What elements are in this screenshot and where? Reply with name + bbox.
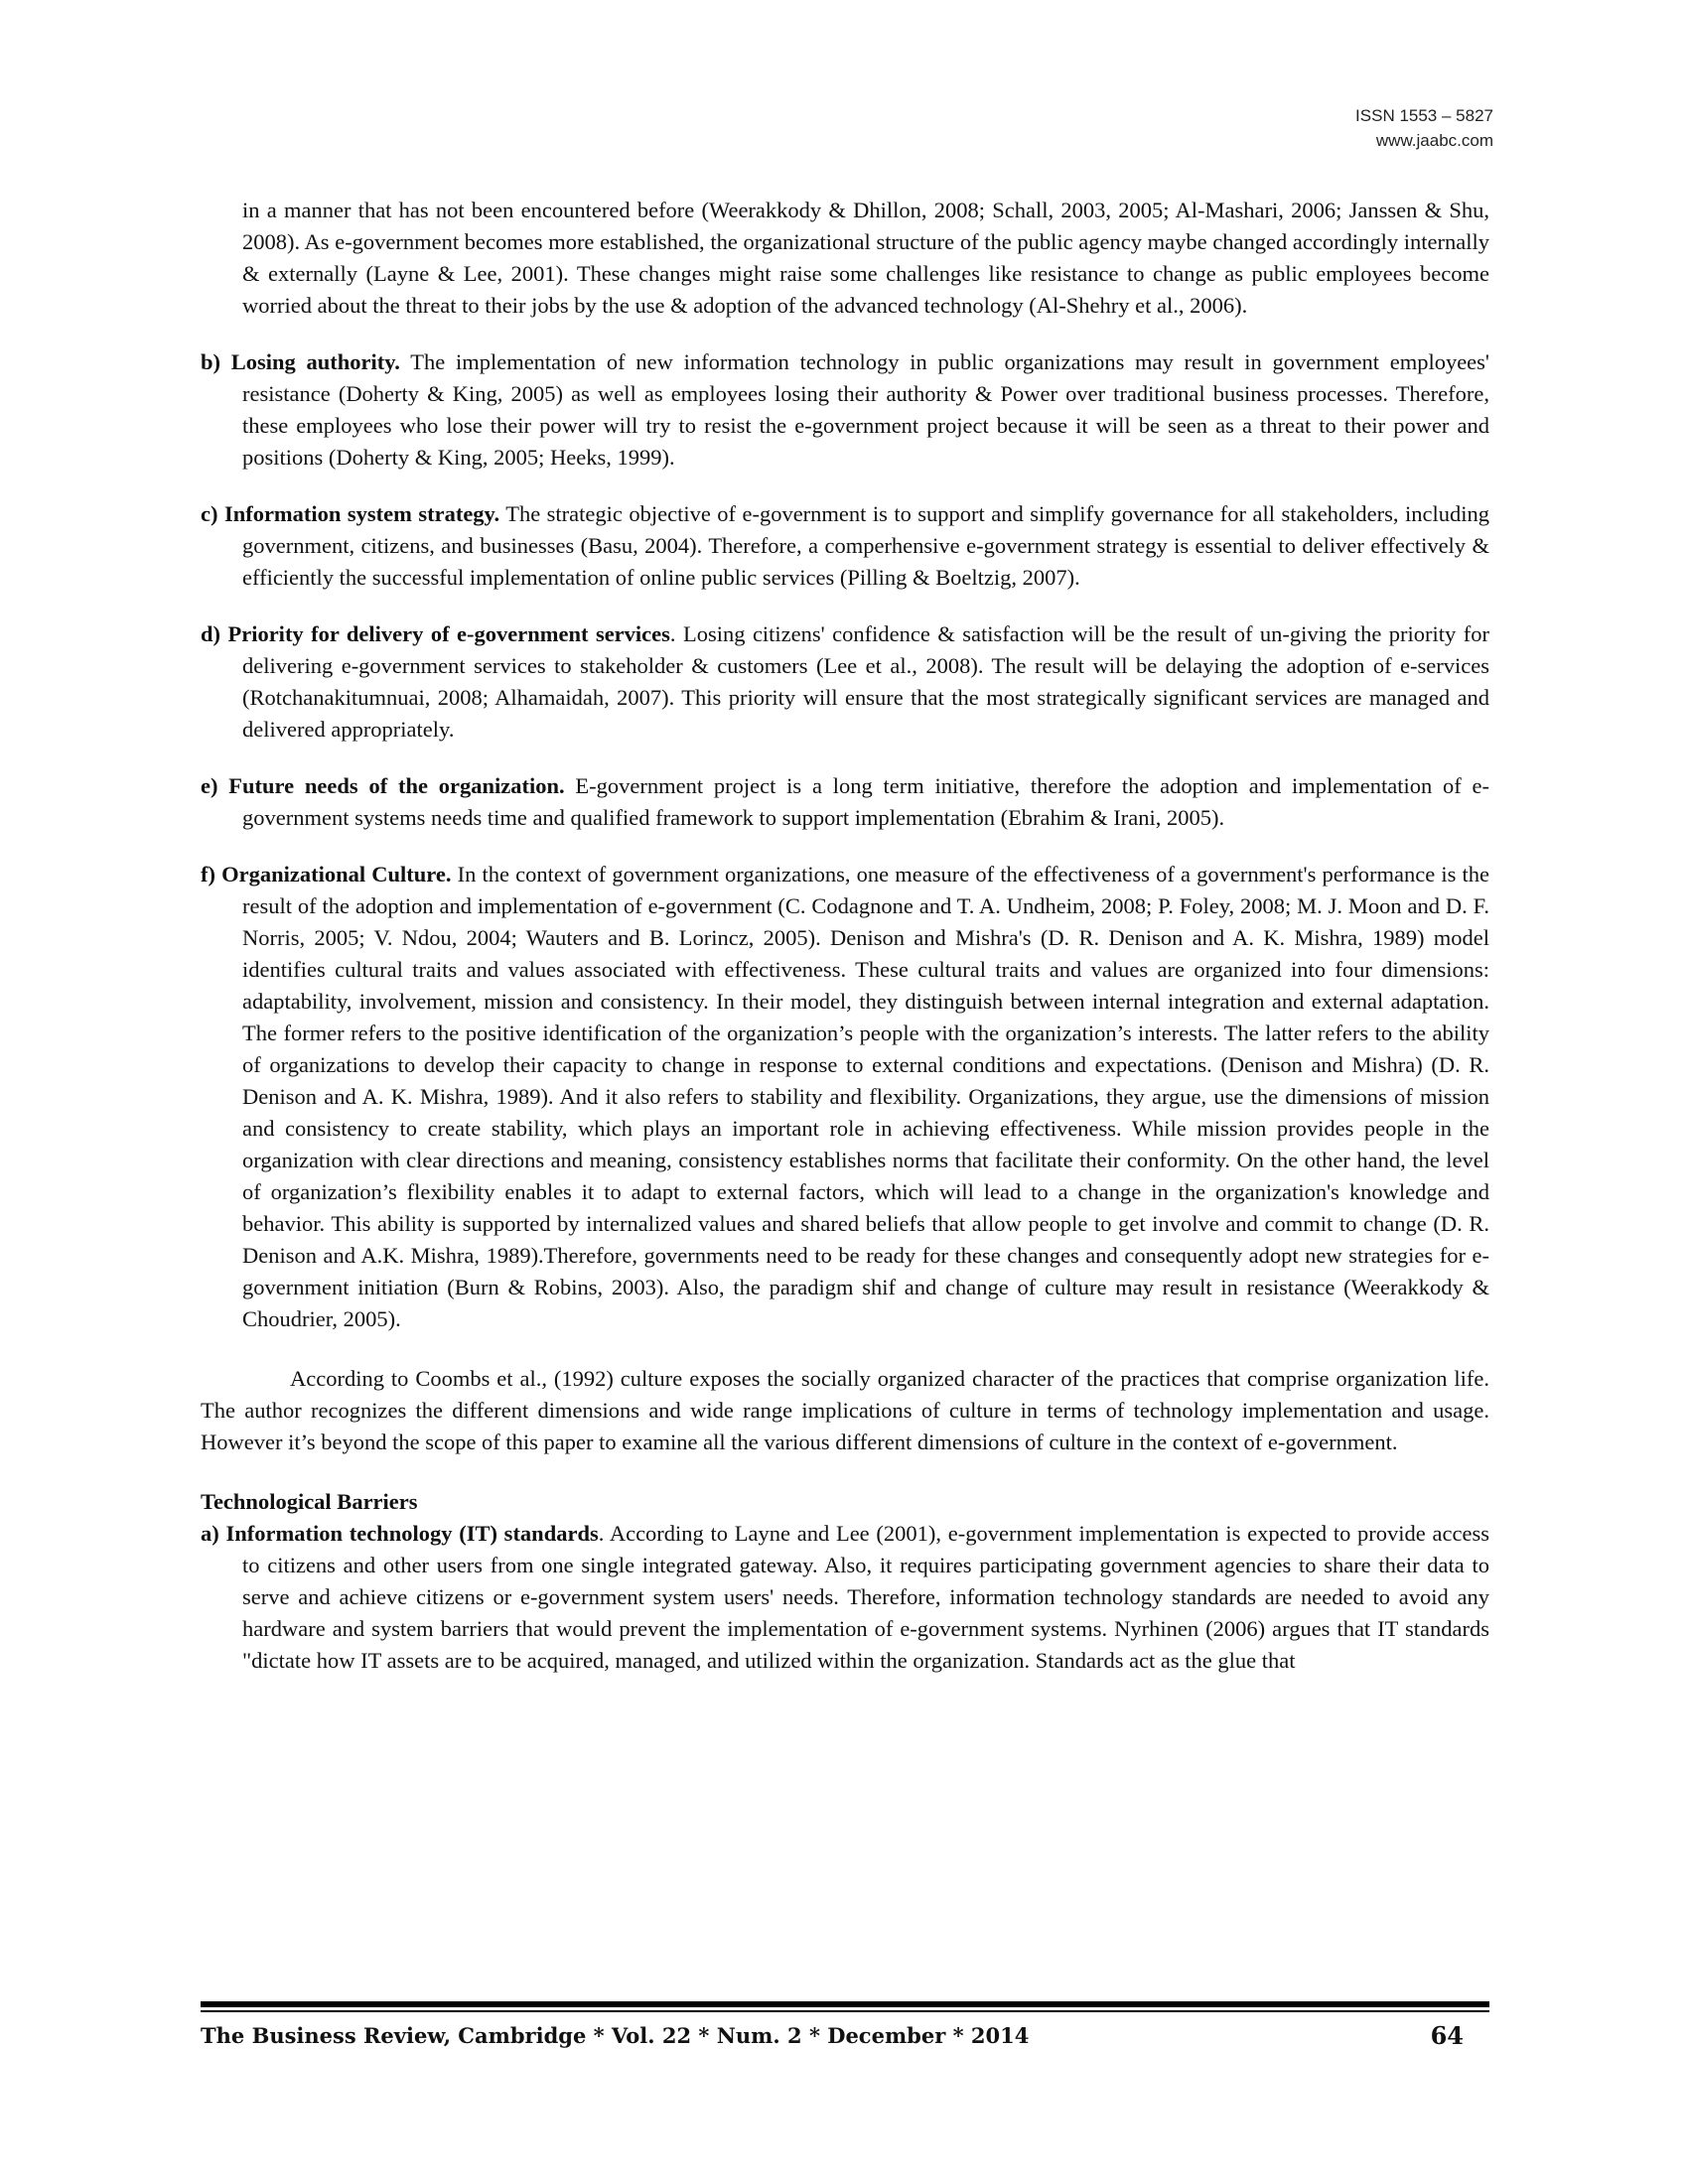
- list-item-priority-delivery: [201, 618, 1489, 746]
- issn-label: ISSN 1553 – 5827: [1355, 106, 1493, 125]
- list-item-organizational-culture: [201, 859, 1489, 1335]
- website-label: www.jaabc.com: [1375, 131, 1493, 150]
- item-marker: d): [201, 621, 228, 646]
- list-item-losing-authority: [201, 346, 1489, 474]
- page-number: 64: [1430, 2021, 1464, 2050]
- section-heading: Technological Barriers: [201, 1489, 418, 1514]
- page-footer: [201, 2021, 1464, 2051]
- item-title: Organizational Culture.: [221, 862, 452, 887]
- list-item-information-system-strategy: [201, 498, 1489, 594]
- list-item-future-needs: [201, 770, 1489, 834]
- footer-rule-thin: [201, 2010, 1489, 2012]
- continuation-paragraph: in a manner that has not been encountered before (Weerakkody & Dhillon, 2008; Schall, 2003, 2005; Al-Mashari, 2006; Janssen & Shu, 2008). As e-government becomes more established, the organizational structure of the public agency maybe changed accordingly internally & externally (Layne & Lee, 2001). These changes might raise some challenges like resistance to change as public employees become worried about the threat to their jobs by the use & adoption of the advanced technology (Al-Shehry et al., 2006).: [242, 198, 1489, 318]
- item-marker: e): [201, 773, 229, 798]
- list-item-it-standards: [201, 1518, 1489, 1677]
- item-title: Losing authority.: [230, 349, 400, 374]
- item-text: . Losing citizens' confidence & satisfaction will be the result of un-giving the priority for delivering e-government services to stakeholder & customers (Lee et al., 2008). The result will be delaying the adoption of e-services (Rotchanakitumnuai, 2008; Alhamaidah, 2007). This priority will ensure that the most strategically significant services are managed and delivered appropriately.: [242, 621, 1489, 742]
- item-title: Priority for delivery of e-government services: [227, 621, 670, 646]
- item-marker: f): [201, 862, 222, 887]
- item-marker: b): [201, 349, 231, 374]
- journal-citation: The Business Review, Cambridge * Vol. 22 * Num. 2 * December * 2014: [201, 2023, 1030, 2048]
- item-title: Future needs of the organization.: [228, 773, 565, 798]
- body-paragraph: According to Coombs et al., (1992) culture exposes the socially organized character of the practices that comprise organization life. The author recognizes the different dimensions and wide range implications of culture in terms of technology implementation and usage. However it’s beyond the scope of this paper to examine all the various different dimensions of culture in the context of e-government.: [201, 1366, 1489, 1454]
- article-body: [201, 195, 1489, 1677]
- item-text: E-government project is a long term initiative, therefore the adoption and implementation of e-government systems needs time and qualified framework to support implementation (Ebrahim & Irani, 2005).: [242, 773, 1489, 830]
- page-header: [1355, 103, 1493, 153]
- item-text: The strategic objective of e-government is to support and simplify governance for all stakeholders, including government, citizens, and businesses (Basu, 2004). Therefore, a comperhensive e-government strategy is essential to deliver effectively & efficiently the successful implementation of online public services (Pilling & Boeltzig, 2007).: [242, 501, 1489, 590]
- item-marker: c): [201, 501, 224, 526]
- item-text: In the context of government organizations, one measure of the effectiveness of a government's performance is the result of the adoption and implementation of e-government (C. Codagnone and T. A. Undheim, 2008; P. Foley, 2008; M. J. Moon and D. F. Norris, 2005; V. Ndou, 2004; Wauters and B. Lorincz, 2005). Denison and Mishra's (D. R. Denison and A. K. Mishra, 1989) model identifies cultural traits and values associated with effectiveness. These cultural traits and values are organized into four dimensions: adaptability, involvement, mission and consistency. In their model, they distinguish between internal integration and external adaptation. The former refers to the positive identification of the organization’s people with the organization’s interests. The latter refers to the ability of organizations to develop their capacity to change in response to external conditions and expectations. (Denison and Mishra) (D. R. Denison and A. K. Mishra, 1989). And it also refers to stability and flexibility. Organizations, they argue, use the dimensions of mission and consistency to create stability, which plays an important role in achieving effectiveness. While mission provides people in the organization with clear directions and meaning, consistency establishes norms that facilitate their conformity. On the other hand, the level of organization’s flexibility enables it to adapt to external factors, which will lead to a change in the organization's knowledge and behavior. This ability is supported by internalized values and shared beliefs that allow people to get involve and commit to change (D. R. Denison and A.K. Mishra, 1989).Therefore, governments need to be ready for these changes and consequently adopt new strategies for e-government initiation (Burn & Robins, 2003). Also, the paradigm shif and change of culture may result in resistance (Weerakkody & Choudrier, 2005).: [242, 862, 1489, 1331]
- item-title: Information system strategy.: [223, 501, 500, 526]
- item-text: . According to Layne and Lee (2001), e-government implementation is expected to provide access to citizens and other users from one single integrated gateway. Also, it requires participating government agencies to share their data to serve and achieve citizens or e-government system users' needs. Therefore, information technology standards are needed to avoid any hardware and system barriers that would prevent the implementation of e-government systems. Nyrhinen (2006) argues that IT standards "dictate how IT assets are to be acquired, managed, and utilized within the organization. Standards act as the glue that: [242, 1521, 1489, 1673]
- item-marker: a): [201, 1521, 226, 1546]
- footer-rule-thick: [201, 2001, 1489, 2007]
- item-title: Information technology (IT) standards: [225, 1521, 599, 1546]
- item-text: The implementation of new information technology in public organizations may result in government employees' resistance (Doherty & King, 2005) as well as employees losing their authority & Power over traditional business processes. Therefore, these employees who lose their power will try to resist the e-government project because it will be seen as a threat to their power and positions (Doherty & King, 2005; Heeks, 1999).: [242, 349, 1489, 470]
